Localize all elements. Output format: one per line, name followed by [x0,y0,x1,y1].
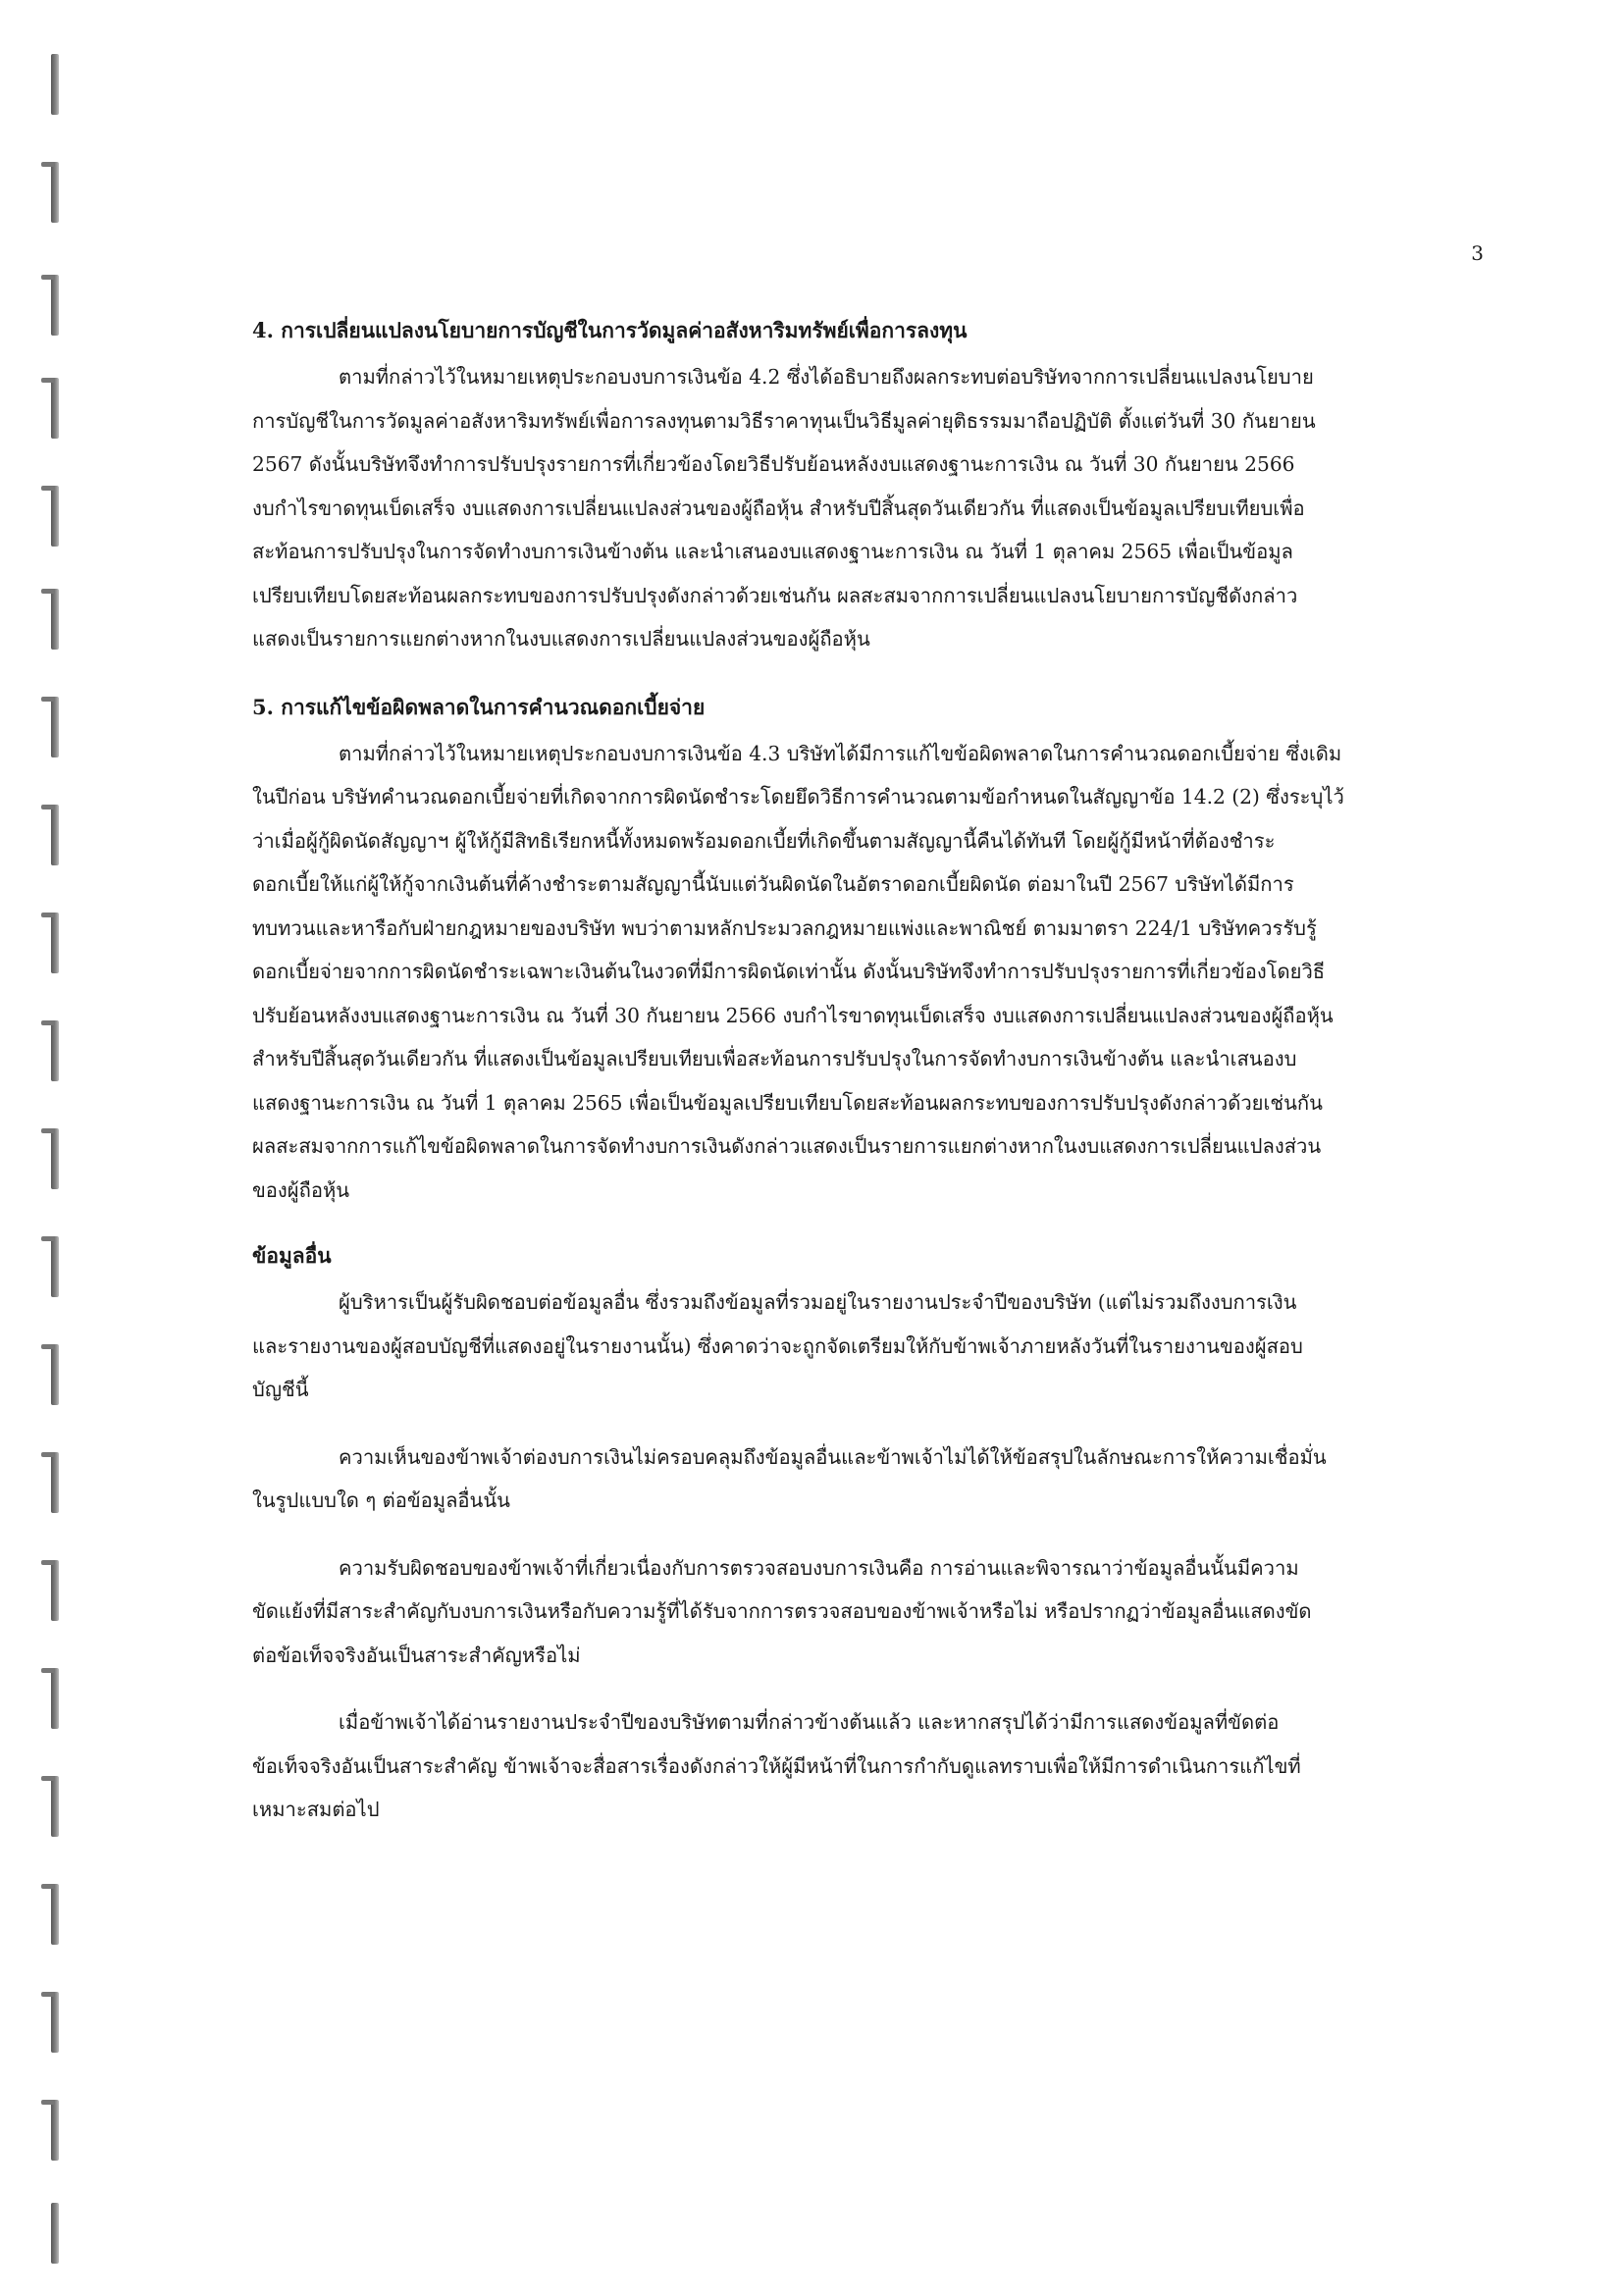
text-line: เหมาะสมต่อไป [252,1798,380,1821]
text-line: บัญชีนี้ [252,1378,309,1401]
binding-mark [51,1668,59,1729]
text-line: สำหรับปีสิ้นสุดวันเดียวกัน ที่แสดงเป็นข้อมูลเปรียบเทียบเพื่อสะท้อนการปรับปรุงในการจัดทำงบการเงินข้างต้น และนำเสนองบ [252,1047,1297,1070]
other-info-paragraph-1 [252,1280,1484,1412]
text-line: ดอกเบี้ยให้แก่ผู้ให้กู้จากเงินต้นที่ค้างชำระตามสัญญานี้นับแต่วันผิดนัดในอัตราดอกเบี้ยผิดนัด ต่อมาในปี 2567 บริษัทได้มีการ [252,872,1294,896]
text-line: เมื่อข้าพเจ้าได้อ่านรายงานประจำปีของบริษัทตามที่กล่าวข้างต้นแล้ว และหากสรุปได้ว่ามีการแสดงข้อมูลที่ขัดต่อ [339,1710,1280,1734]
text-line: ข้อเท็จจริงอันเป็นสาระสำคัญ ข้าพเจ้าจะสื่อสารเรื่องดังกล่าวให้ผู้มีหน้าที่ในการกำกับดูแลทราบเพื่อให้มีการดำเนินการแก้ไขที่ [252,1753,1301,1778]
other-info-paragraph-4 [252,1700,1484,1832]
text-line: 2567 ดังนั้นบริษัทจึงทำการปรับปรุงรายการที่เกี่ยวข้องโดยวิธีปรับย้อนหลังงบแสดงฐานะการเงิน ณ วันที่ 30 กันยายน 2566 [252,452,1295,476]
text-line: ปรับย้อนหลังงบแสดงฐานะการเงิน ณ วันที่ 30 กันยายน 2566 งบกำไรขาดทุนเบ็ดเสร็จ งบแสดงการเปลี่ยนแปลงส่วนของผู้ถือหุ้น [252,1003,1334,1027]
text-line: ต่อข้อเท็จจริงอันเป็นสาระสำคัญหรือไม่ [252,1643,581,1667]
binding-mark [51,486,59,547]
binding-mark [51,805,59,865]
binding-mark [51,589,59,650]
text-line: ขัดแย้งที่มีสาระสำคัญกับงบการเงินหรือกับความรู้ที่ได้รับจากการตรวจสอบของข้าพเจ้าหรือไม่ หรือปรากฏว่าข้อมูลอื่นแสดงขัด [252,1599,1312,1623]
section-heading-other-info: ข้อมูลอื่น [252,1243,332,1268]
page-number: 3 [1471,241,1484,265]
text-line: เปรียบเทียบโดยสะท้อนผลกระทบของการปรับปรุงดังกล่าวด้วยเช่นกัน ผลสะสมจากการเปลี่ยนแปลงนโยบายการบัญชีดังกล่าว [252,583,1298,607]
text-line: ดอกเบี้ยจ่ายจากการผิดนัดชำระเฉพาะเงินต้นในงวดที่มีการผิดนัดเท่านั้น ดังนั้นบริษัทจึงทำการปรับปรุงรายการที่เกี่ยวข้องโดยวิธี [252,960,1326,983]
binding-mark [51,1020,59,1081]
other-info-paragraph-3 [252,1546,1484,1678]
binding-mark [51,1992,59,2053]
text-line: ในปีก่อน บริษัทคำนวณดอกเบี้ยจ่ายที่เกิดจากการผิดนัดชำระโดยยึดวิธีการคำนวณตามข้อกำหนดในสัญญาข้อ 14.2 (2) ซึ่งระบุไว้ [252,785,1344,809]
text-line: สะท้อนการปรับปรุงในการจัดทำงบการเงินข้างต้น และนำเสนองบแสดงฐานะการเงิน ณ วันที่ 1 ตุลาคม 2565 เพื่อเป็นข้อมูล [252,540,1293,563]
text-line: และรายงานของผู้สอบบัญชีที่แสดงอยู่ในรายงานนั้น) ซึ่งคาดว่าจะถูกจัดเตรียมให้กับข้าพเจ้าภายหลังวันที่ในรายงานของผู้สอบ [252,1333,1303,1358]
text-line: ความเห็นของข้าพเจ้าต่องบการเงินไม่ครอบคลุมถึงข้อมูลอื่นและข้าพเจ้าไม่ได้ให้ข้อสรุปในลักษณะการให้ความเชื่อมั่น [339,1444,1327,1469]
binding-mark [51,1884,59,1945]
binding-mark [51,162,59,223]
binding-mark [51,1236,59,1297]
binding-mark [51,54,59,115]
section-5-paragraph [252,732,1484,1213]
text-line: ในรูปแบบใด ๆ ต่อข้อมูลอื่นนั้น [252,1488,510,1512]
section-heading-4: 4. การเปลี่ยนแปลงนโยบายการบัญชีในการวัดมูลค่าอสังหาริมทรัพย์เพื่อการลงทุน [252,318,968,342]
binding-mark [51,2100,59,2161]
text-line: ตามที่กล่าวไว้ในหมายเหตุประกอบงบการเงินข้อ 4.3 บริษัทได้มีการแก้ไขข้อผิดพลาดในการคำนวณดอกเบี้ยจ่าย ซึ่งเดิม [339,741,1342,765]
binding-marks [0,0,88,2296]
text-line: ผู้บริหารเป็นผู้รับผิดชอบต่อข้อมูลอื่น ซึ่งรวมถึงข้อมูลที่รวมอยู่ในรายงานประจำปีของบริษัท (แต่ไม่รวมถึงงบการเงิน [339,1290,1297,1314]
other-info-paragraph-2 [252,1435,1484,1523]
text-line: แสดงฐานะการเงิน ณ วันที่ 1 ตุลาคม 2565 เพื่อเป็นข้อมูลเปรียบเทียบโดยสะท้อนผลกระทบของการปรับปรุงดังกล่าวด้วยเช่นกัน [252,1090,1323,1115]
binding-mark [51,1560,59,1621]
binding-mark [51,697,59,757]
text-line: ทบทวนและหารือกับฝ่ายกฎหมายของบริษัท พบว่าตามหลักประมวลกฎหมายแพ่งและพาณิชย์ ตามมาตรา 224/1 บริษัทควรรับรู้ [252,915,1317,940]
text-line: ความรับผิดชอบของข้าพเจ้าที่เกี่ยวเนื่องกับการตรวจสอบงบการเงินคือ การอ่านและพิจารณาว่าข้อมูลอื่นนั้นมีความ [339,1555,1299,1580]
binding-mark [51,913,59,973]
document-body [252,312,1484,1832]
binding-mark [51,2203,59,2264]
binding-mark [51,378,59,439]
text-line: งบกำไรขาดทุนเบ็ดเสร็จ งบแสดงการเปลี่ยนแปลงส่วนของผู้ถือหุ้น สำหรับปีสิ้นสุดวันเดียวกัน ที่แสดงเป็นข้อมูลเปรียบเทียบเพื่อ [252,496,1305,520]
text-line: ตามที่กล่าวไว้ในหมายเหตุประกอบงบการเงินข้อ 4.2 ซึ่งได้อธิบายถึงผลกระทบต่อบริษัทจากการเปลี่ยนแปลงนโยบาย [339,365,1314,389]
section-4-paragraph [252,355,1484,661]
binding-mark [51,1776,59,1837]
text-line: ผลสะสมจากการแก้ไขข้อผิดพลาดในการจัดทำงบการเงินดังกล่าวแสดงเป็นรายการแยกต่างหากในงบแสดงการเปลี่ยนแปลงส่วน [252,1134,1322,1158]
binding-mark [51,1452,59,1513]
binding-mark [51,275,59,336]
section-heading-5: 5. การแก้ไขข้อผิดพลาดในการคำนวณดอกเบี้ยจ่าย [252,694,706,719]
text-line: การบัญชีในการวัดมูลค่าอสังหาริมทรัพย์เพื่อการลงทุนตามวิธีราคาทุนเป็นวิธีมูลค่ายุติธรรมมาถือปฏิบัติ ตั้งแต่วันที่ 30 กันยายน [252,408,1316,433]
binding-mark [51,1344,59,1405]
text-line: แสดงเป็นรายการแยกต่างหากในงบแสดงการเปลี่ยนแปลงส่วนของผู้ถือหุ้น [252,627,870,651]
binding-mark [51,1128,59,1189]
text-line: ว่าเมื่อผู้กู้ผิดนัดสัญญาฯ ผู้ให้กู้มีสิทธิเรียกหนี้ทั้งหมดพร้อมดอกเบี้ยที่เกิดขึ้นตามสัญญานี้คืนได้ทันที โดยผู้กู้มีหน้าที่ต้องชำระ [252,828,1276,853]
text-line: ของผู้ถือหุ้น [252,1177,350,1202]
